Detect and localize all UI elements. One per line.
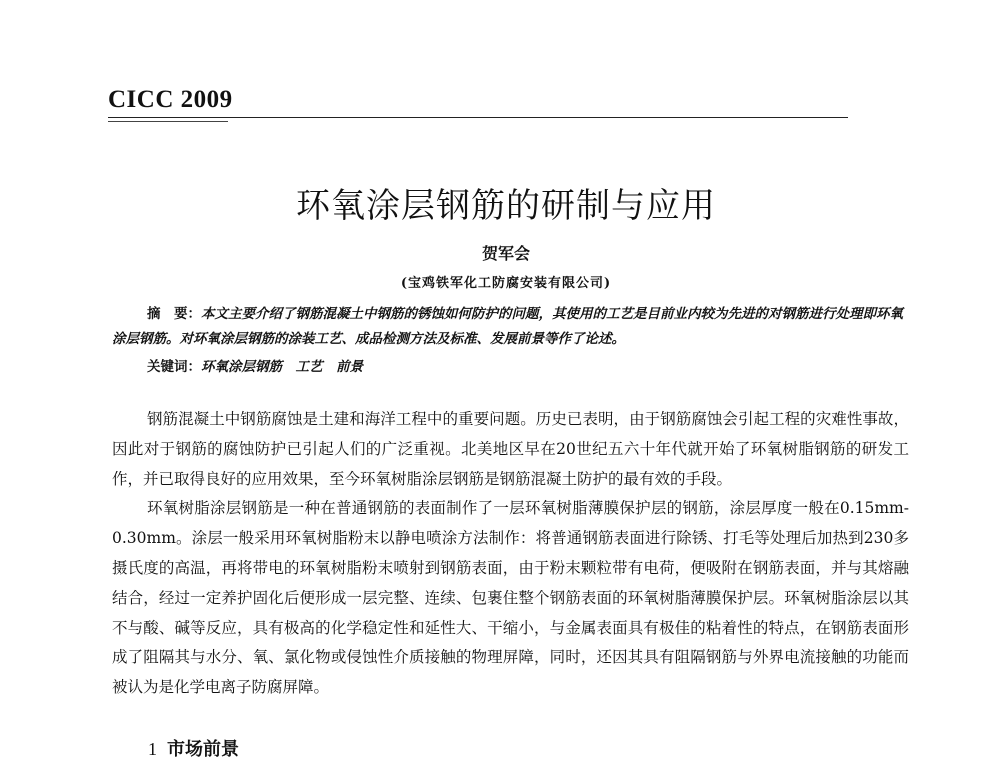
keywords-text: 环氧涂层钢筋 工艺 前景 — [201, 359, 363, 375]
section-title: 市场前景 — [167, 739, 239, 760]
body-text — [112, 405, 909, 703]
journal-header: CICC 2009 — [108, 86, 233, 113]
abstract-label: 摘 要： — [147, 306, 201, 322]
paper-title: 环氧涂层钢筋的研制与应用 — [296, 186, 716, 226]
header-rule-accent — [108, 121, 228, 122]
body-paragraph: 环氧树脂涂层钢筋是一种在普通钢筋的表面制作了一层环氧树脂薄膜保护层的钢筋，涂层厚度一般在0.15mm-0.30mm。涂层一般采用环氧树脂粉末以静电喷涂方法制作：将普通钢筋表面进行除锈、打毛等处理后加热到230多摄氏度的高温，再将带电的环氧树脂粉末喷射到钢筋表面，由于粉末颗粒带有电荷，便吸附在钢筋表面，并与其熔融结合，经过一定养护固化后便形成一层完整、连续、包裹住整个钢筋表面的环氧树脂薄膜保护层。环氧树脂涂层以其不与酸、碱等反应，具有极高的化学稳定性和延性大、干缩小，与金属表面具有极佳的粘着性的特点，在钢筋表面形成了阻隔其与水分、氧、氯化物或侵蚀性介质接触的物理屏障，同时，还因其具有阻隔钢筋与外界电流接触的功能而被认为是化学电离子防腐屏障。 — [112, 499, 909, 697]
keywords-label: 关键词： — [147, 359, 201, 375]
abstract-text: 本文主要介绍了钢筋混凝土中钢筋的锈蚀如何防护的问题，其使用的工艺是目前业内较为先进的对钢筋进行处理即环氧涂层钢筋。对环氧涂层钢筋的涂装工艺、成品检测方法及标准、发展前景等作了论述。 — [112, 306, 903, 347]
author-name: 贺军会 — [481, 244, 530, 263]
author-affiliation: (宝鸡铁军化工防腐安装有限公司) — [400, 276, 612, 291]
section-heading — [148, 735, 239, 761]
header-rule — [108, 117, 848, 118]
keywords — [147, 356, 907, 378]
abstract — [112, 302, 912, 352]
body-paragraph: 钢筋混凝土中钢筋腐蚀是土建和海洋工程中的重要问题。历史已表明，由于钢筋腐蚀会引起工程的灾难性事故，因此对于钢筋的腐蚀防护已引起人们的广泛重视。北美地区早在20世纪五六十年代就开始了环氧树脂钢筋的研发工作，并已取得良好的应用效果，至今环氧树脂涂层钢筋是钢筋混凝土防护的最有效的手段。 — [112, 410, 909, 488]
section-number: 1 — [148, 739, 157, 759]
